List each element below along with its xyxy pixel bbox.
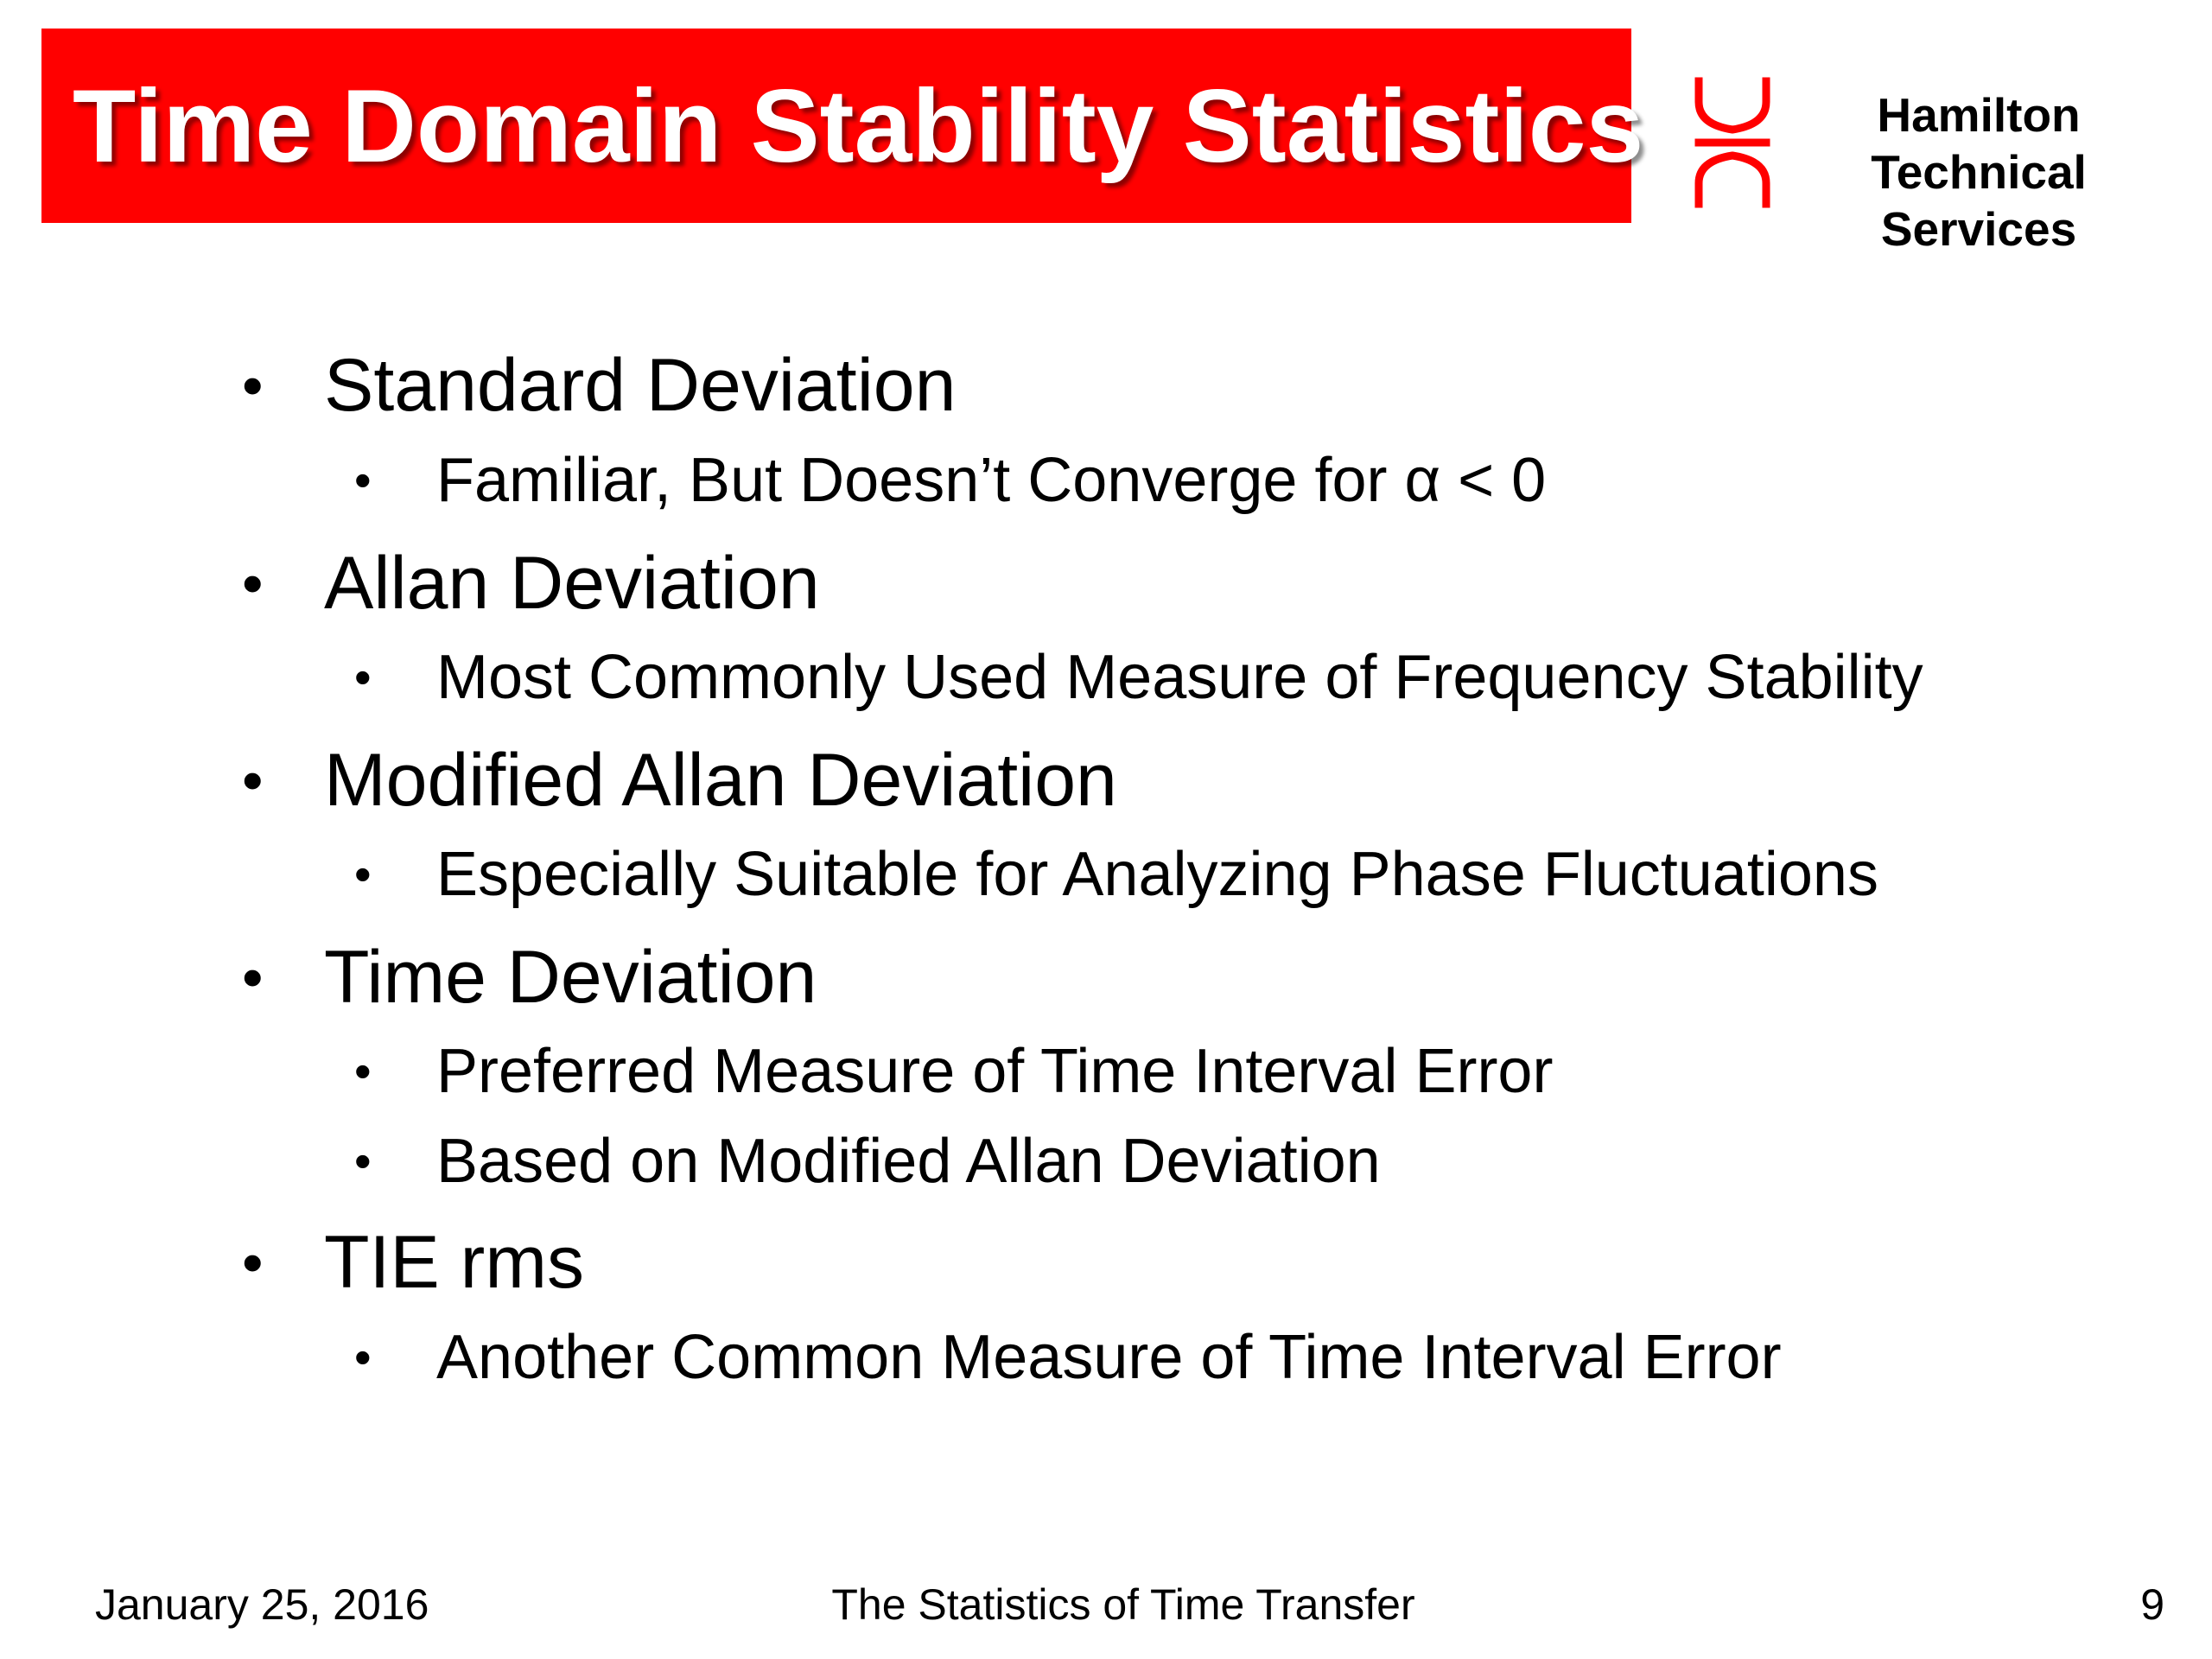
bullet-marker: •	[354, 453, 372, 507]
bullet-marker: •	[354, 1330, 372, 1384]
sub-bullet-item	[354, 643, 1923, 712]
sub-bullet-text: Especially Suitable for Analyzing Phase Fluctuations	[436, 840, 1878, 909]
footer-title: The Statistics of Time Transfer	[831, 1580, 1415, 1629]
bullet-marker: •	[354, 1134, 372, 1188]
sub-bullet-text: Preferred Measure of Time Interval Error	[436, 1037, 1554, 1106]
sub-bullet-item	[354, 1037, 1554, 1106]
footer-date: January 25, 2016	[95, 1580, 429, 1629]
sub-bullet-text: Another Common Measure of Time Interval Error	[436, 1323, 1782, 1392]
sub-bullet-item	[354, 1323, 1782, 1392]
bullet-text: Time Deviation	[324, 936, 817, 1019]
sub-bullet-item	[354, 840, 1878, 909]
bullet-text: Allan Deviation	[324, 542, 820, 625]
sub-bullet-item	[354, 1127, 1381, 1196]
bullet-marker: •	[354, 847, 372, 901]
bullet-text: Standard Deviation	[324, 344, 957, 427]
bullet-marker: •	[242, 550, 264, 617]
bullet-marker: •	[354, 1044, 372, 1098]
page-number: 9	[2140, 1580, 2164, 1629]
bullet-item	[242, 1221, 584, 1304]
sub-bullet-item	[354, 446, 1547, 515]
slide-title: Time Domain Stability Statistics	[73, 67, 1644, 184]
bullet-marker: •	[242, 944, 264, 1011]
bullet-marker: •	[354, 650, 372, 704]
bullet-item	[242, 344, 957, 427]
bullet-marker: •	[242, 352, 264, 419]
bullet-marker: •	[242, 747, 264, 814]
bullet-text: Modified Allan Deviation	[324, 739, 1117, 822]
bullet-marker: •	[242, 1229, 264, 1296]
bullet-text: TIE rms	[324, 1221, 584, 1304]
sub-bullet-text: Based on Modified Allan Deviation	[436, 1127, 1381, 1196]
company-name-line2: Services	[1880, 202, 2077, 256]
sub-bullet-text: Most Commonly Used Measure of Frequency Stability	[436, 643, 1923, 712]
bullet-item	[242, 936, 817, 1019]
bullet-item	[242, 542, 820, 625]
company-name-line1: Hamilton Technical	[1871, 88, 2087, 199]
bullet-item	[242, 739, 1117, 822]
sub-bullet-text: Familiar, But Doesn’t Converge for α < 0	[436, 446, 1547, 515]
